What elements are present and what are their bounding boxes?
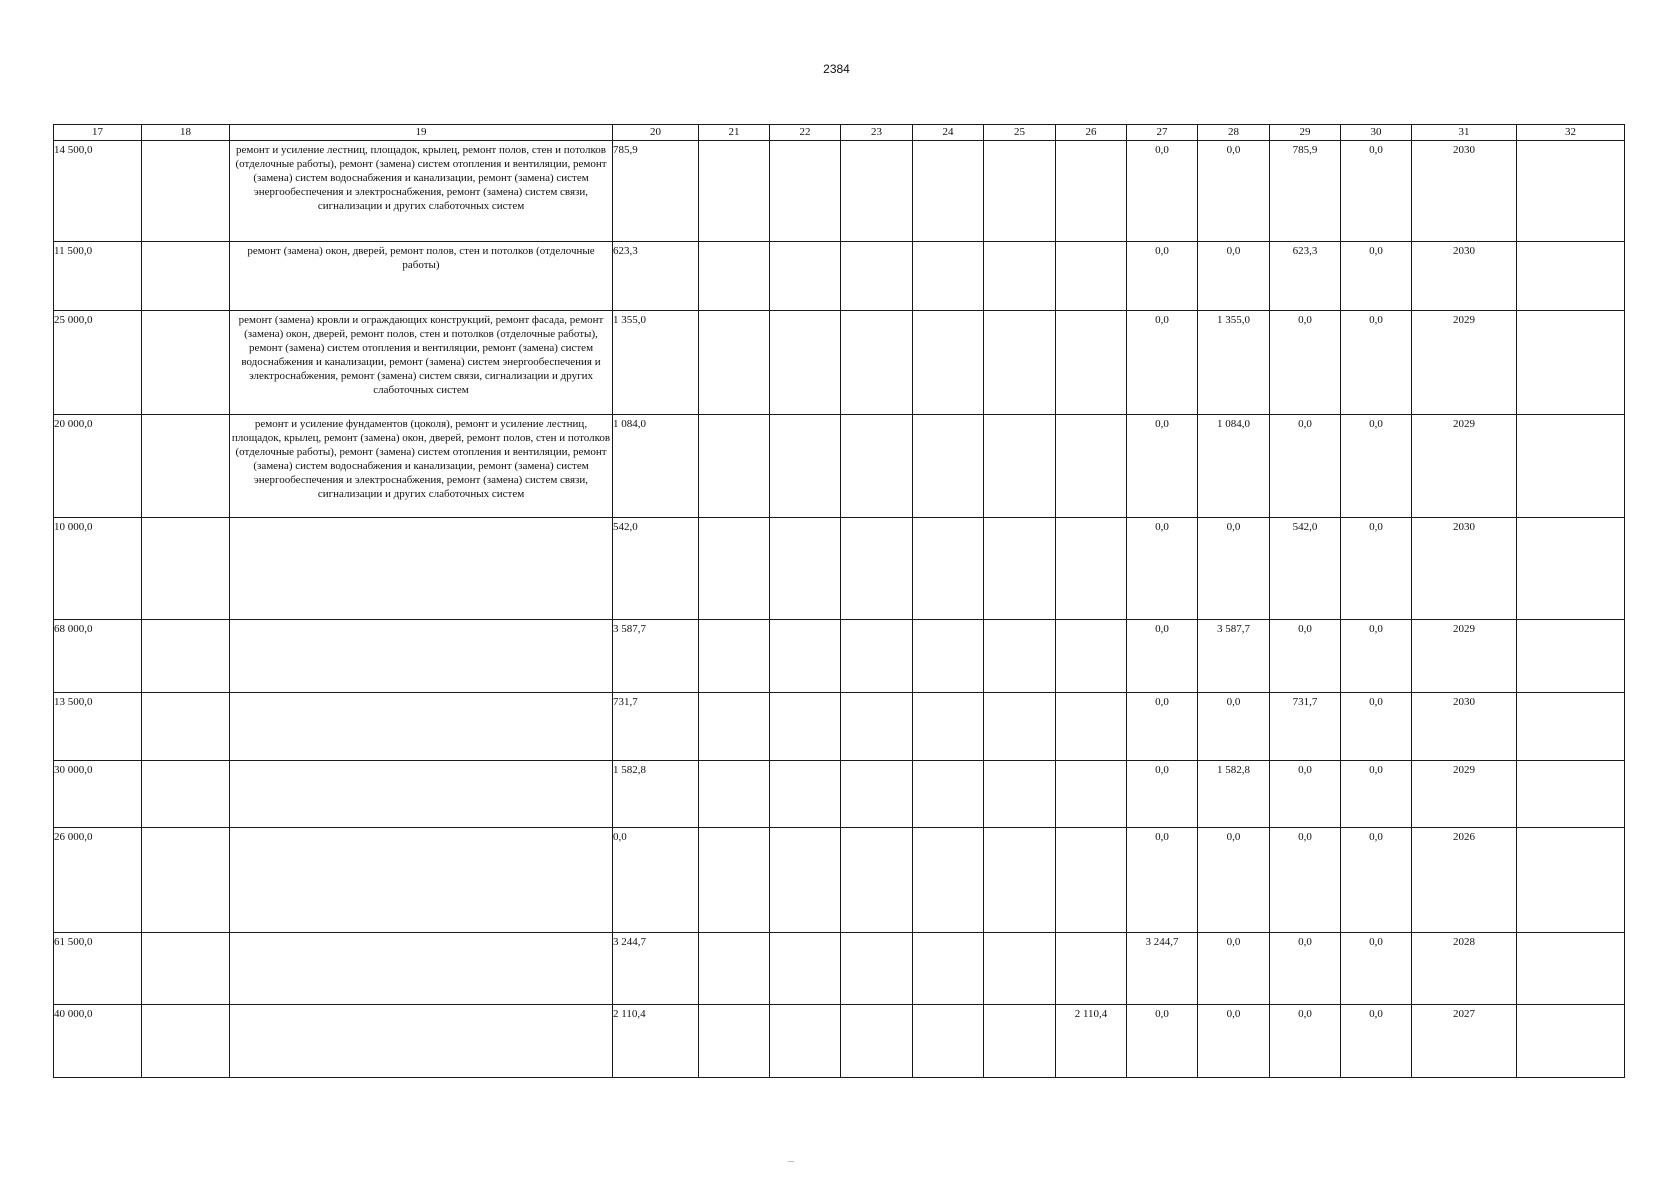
header-row [54,125,1625,141]
cell-30: 0,0 [1341,828,1412,933]
cell-21 [699,518,770,620]
cell-19 [230,1005,613,1078]
cell-20: 0,0 [613,828,699,933]
table-row [54,242,1625,311]
cell-30: 0,0 [1341,1005,1412,1078]
cell-17: 26 000,0 [54,828,142,933]
cell-17: 40 000,0 [54,1005,142,1078]
cell-19 [230,620,613,693]
cell-29: 0,0 [1270,1005,1341,1078]
cell-29: 0,0 [1270,933,1341,1005]
cell-20: 2 110,4 [613,1005,699,1078]
cell-20: 623,3 [613,242,699,311]
cell-22 [770,693,841,761]
cell-17: 13 500,0 [54,693,142,761]
cell-22 [770,415,841,518]
cell-29: 731,7 [1270,693,1341,761]
cell-24 [913,415,984,518]
cell-18 [142,933,230,1005]
cell-20: 1 355,0 [613,311,699,415]
table-row [54,761,1625,828]
cell-18 [142,761,230,828]
cell-30: 0,0 [1341,693,1412,761]
cell-21 [699,311,770,415]
cell-27: 0,0 [1127,620,1198,693]
cell-27: 0,0 [1127,693,1198,761]
cell-24 [913,620,984,693]
table-row [54,828,1625,933]
cell-24 [913,933,984,1005]
cell-24 [913,141,984,242]
cell-19 [230,933,613,1005]
cell-25 [984,828,1056,933]
cell-28: 0,0 [1198,141,1270,242]
cell-32 [1517,620,1625,693]
column-header: 27 [1127,125,1198,141]
cell-27: 0,0 [1127,761,1198,828]
column-header: 29 [1270,125,1341,141]
cell-27: 0,0 [1127,828,1198,933]
cell-17: 14 500,0 [54,141,142,242]
cell-19 [230,761,613,828]
cell-24 [913,311,984,415]
cell-31: 2030 [1412,518,1517,620]
page-number: 2384 [823,62,850,76]
cell-28: 1 582,8 [1198,761,1270,828]
cell-29: 0,0 [1270,828,1341,933]
cell-21 [699,1005,770,1078]
column-header: 23 [841,125,913,141]
table-row [54,933,1625,1005]
cell-22 [770,933,841,1005]
cell-26 [1056,518,1127,620]
cell-25 [984,141,1056,242]
cell-28: 1 084,0 [1198,415,1270,518]
cell-23 [841,828,913,933]
cell-31: 2029 [1412,415,1517,518]
cell-32 [1517,242,1625,311]
cell-26 [1056,761,1127,828]
cell-22 [770,761,841,828]
cell-25 [984,761,1056,828]
cell-31: 2030 [1412,242,1517,311]
cell-32 [1517,1005,1625,1078]
column-header: 17 [54,125,142,141]
cell-28: 0,0 [1198,1005,1270,1078]
cell-24 [913,242,984,311]
column-header: 24 [913,125,984,141]
cell-20: 1 582,8 [613,761,699,828]
column-header: 19 [230,125,613,141]
cell-26 [1056,415,1127,518]
cell-24 [913,828,984,933]
cell-23 [841,141,913,242]
cell-21 [699,415,770,518]
column-header: 28 [1198,125,1270,141]
cell-30: 0,0 [1341,242,1412,311]
cell-25 [984,311,1056,415]
cell-20: 542,0 [613,518,699,620]
cell-27: 0,0 [1127,518,1198,620]
cell-23 [841,518,913,620]
cell-31: 2028 [1412,933,1517,1005]
cell-29: 0,0 [1270,620,1341,693]
cell-19 [230,828,613,933]
cell-17: 68 000,0 [54,620,142,693]
cell-30: 0,0 [1341,415,1412,518]
cell-23 [841,933,913,1005]
cell-30: 0,0 [1341,620,1412,693]
cell-21 [699,693,770,761]
cell-27: 0,0 [1127,141,1198,242]
cell-21 [699,242,770,311]
cell-17: 61 500,0 [54,933,142,1005]
cell-26: 2 110,4 [1056,1005,1127,1078]
column-header: 20 [613,125,699,141]
cell-18 [142,1005,230,1078]
cell-31: 2030 [1412,141,1517,242]
data-table [53,124,1625,1078]
cell-20: 785,9 [613,141,699,242]
cell-25 [984,415,1056,518]
cell-24 [913,693,984,761]
column-header: 32 [1517,125,1625,141]
cell-27: 0,0 [1127,242,1198,311]
table-row [54,620,1625,693]
cell-23 [841,620,913,693]
cell-31: 2027 [1412,1005,1517,1078]
cell-21 [699,141,770,242]
cell-20: 3 244,7 [613,933,699,1005]
cell-17: 25 000,0 [54,311,142,415]
cell-28: 1 355,0 [1198,311,1270,415]
cell-18 [142,415,230,518]
cell-28: 0,0 [1198,518,1270,620]
cell-25 [984,620,1056,693]
cell-29: 785,9 [1270,141,1341,242]
cell-21 [699,761,770,828]
cell-26 [1056,620,1127,693]
cell-29: 542,0 [1270,518,1341,620]
cell-18 [142,620,230,693]
cell-30: 0,0 [1341,518,1412,620]
cell-30: 0,0 [1341,933,1412,1005]
column-header: 22 [770,125,841,141]
cell-31: 2029 [1412,620,1517,693]
cell-29: 0,0 [1270,311,1341,415]
table-row [54,1005,1625,1078]
cell-24 [913,1005,984,1078]
cell-25 [984,1005,1056,1078]
cell-19 [230,693,613,761]
cell-32 [1517,693,1625,761]
cell-23 [841,415,913,518]
table-row [54,311,1625,415]
cell-23 [841,242,913,311]
column-header: 30 [1341,125,1412,141]
cell-25 [984,242,1056,311]
cell-26 [1056,141,1127,242]
cell-23 [841,1005,913,1078]
cell-30: 0,0 [1341,761,1412,828]
cell-20: 1 084,0 [613,415,699,518]
cell-21 [699,620,770,693]
cell-18 [142,141,230,242]
cell-25 [984,518,1056,620]
cell-24 [913,761,984,828]
cell-19: ремонт и усиление фундаментов (цоколя), ремонт и усиление лестниц, площадок, крылец, ремонт (замена) окон, дверей, ремонт полов, стен и потолков (отделочные работы), ремонт (замена) систем отопления и вентиляции, ремонт (замена) систем водоснабжения и канализации, ремонт (замена) систем энергообеспечения и электроснабжения, ремонт (замена) систем связи, сигнализации и других слаботочных систем [230,415,613,518]
cell-22 [770,242,841,311]
cell-29: 0,0 [1270,761,1341,828]
cell-21 [699,933,770,1005]
cell-19 [230,518,613,620]
cell-32 [1517,311,1625,415]
cell-32 [1517,828,1625,933]
cell-26 [1056,311,1127,415]
cell-17: 30 000,0 [54,761,142,828]
cell-17: 11 500,0 [54,242,142,311]
cell-22 [770,620,841,693]
cell-28: 3 587,7 [1198,620,1270,693]
cell-26 [1056,828,1127,933]
cell-18 [142,828,230,933]
column-header: 18 [142,125,230,141]
column-header: 21 [699,125,770,141]
cell-23 [841,693,913,761]
cell-26 [1056,933,1127,1005]
cell-17: 10 000,0 [54,518,142,620]
cell-31: 2029 [1412,761,1517,828]
cell-19: ремонт (замена) кровли и ограждающих конструкций, ремонт фасада, ремонт (замена) окон, дверей, ремонт полов, стен и потолков (отделочные работы), ремонт (замена) систем отопления и вентиляции, ремонт (замена) систем водоснабжения и канализации, ремонт (замена) систем энергообеспечения и электроснабжения, ремонт (замена) систем связи, сигнализации и других слаботочных систем [230,311,613,415]
cell-32 [1517,415,1625,518]
cell-32 [1517,933,1625,1005]
column-header: 25 [984,125,1056,141]
cell-25 [984,933,1056,1005]
cell-20: 731,7 [613,693,699,761]
column-header: 31 [1412,125,1517,141]
table-row [54,141,1625,242]
cell-27: 3 244,7 [1127,933,1198,1005]
cell-23 [841,311,913,415]
cell-27: 0,0 [1127,415,1198,518]
cell-20: 3 587,7 [613,620,699,693]
cell-19: ремонт и усиление лестниц, площадок, крылец, ремонт полов, стен и потолков (отделочные работы), ремонт (замена) систем отопления и вентиляции, ремонт (замена) систем водоснабжения и канализации, ремонт (замена) систем энергообеспечения и электроснабжения, ремонт (замена) систем связи, сигнализации и других слаботочных систем [230,141,613,242]
column-header: 26 [1056,125,1127,141]
cell-32 [1517,761,1625,828]
cell-19: ремонт (замена) окон, дверей, ремонт полов, стен и потолков (отделочные работы) [230,242,613,311]
table-row [54,518,1625,620]
cell-22 [770,828,841,933]
cell-18 [142,518,230,620]
cell-24 [913,518,984,620]
cell-28: 0,0 [1198,693,1270,761]
cell-22 [770,141,841,242]
cell-18 [142,311,230,415]
cell-18 [142,242,230,311]
cell-28: 0,0 [1198,242,1270,311]
scan-mark [788,1161,794,1162]
cell-30: 0,0 [1341,311,1412,415]
cell-31: 2029 [1412,311,1517,415]
cell-22 [770,1005,841,1078]
table-row [54,415,1625,518]
cell-32 [1517,518,1625,620]
cell-31: 2026 [1412,828,1517,933]
cell-30: 0,0 [1341,141,1412,242]
cell-26 [1056,693,1127,761]
cell-28: 0,0 [1198,828,1270,933]
cell-18 [142,693,230,761]
cell-27: 0,0 [1127,1005,1198,1078]
cell-31: 2030 [1412,693,1517,761]
table-row [54,693,1625,761]
cell-17: 20 000,0 [54,415,142,518]
cell-26 [1056,242,1127,311]
cell-22 [770,518,841,620]
cell-29: 0,0 [1270,415,1341,518]
cell-32 [1517,141,1625,242]
cell-23 [841,761,913,828]
cell-27: 0,0 [1127,311,1198,415]
cell-28: 0,0 [1198,933,1270,1005]
cell-21 [699,828,770,933]
cell-22 [770,311,841,415]
cell-29: 623,3 [1270,242,1341,311]
cell-25 [984,693,1056,761]
